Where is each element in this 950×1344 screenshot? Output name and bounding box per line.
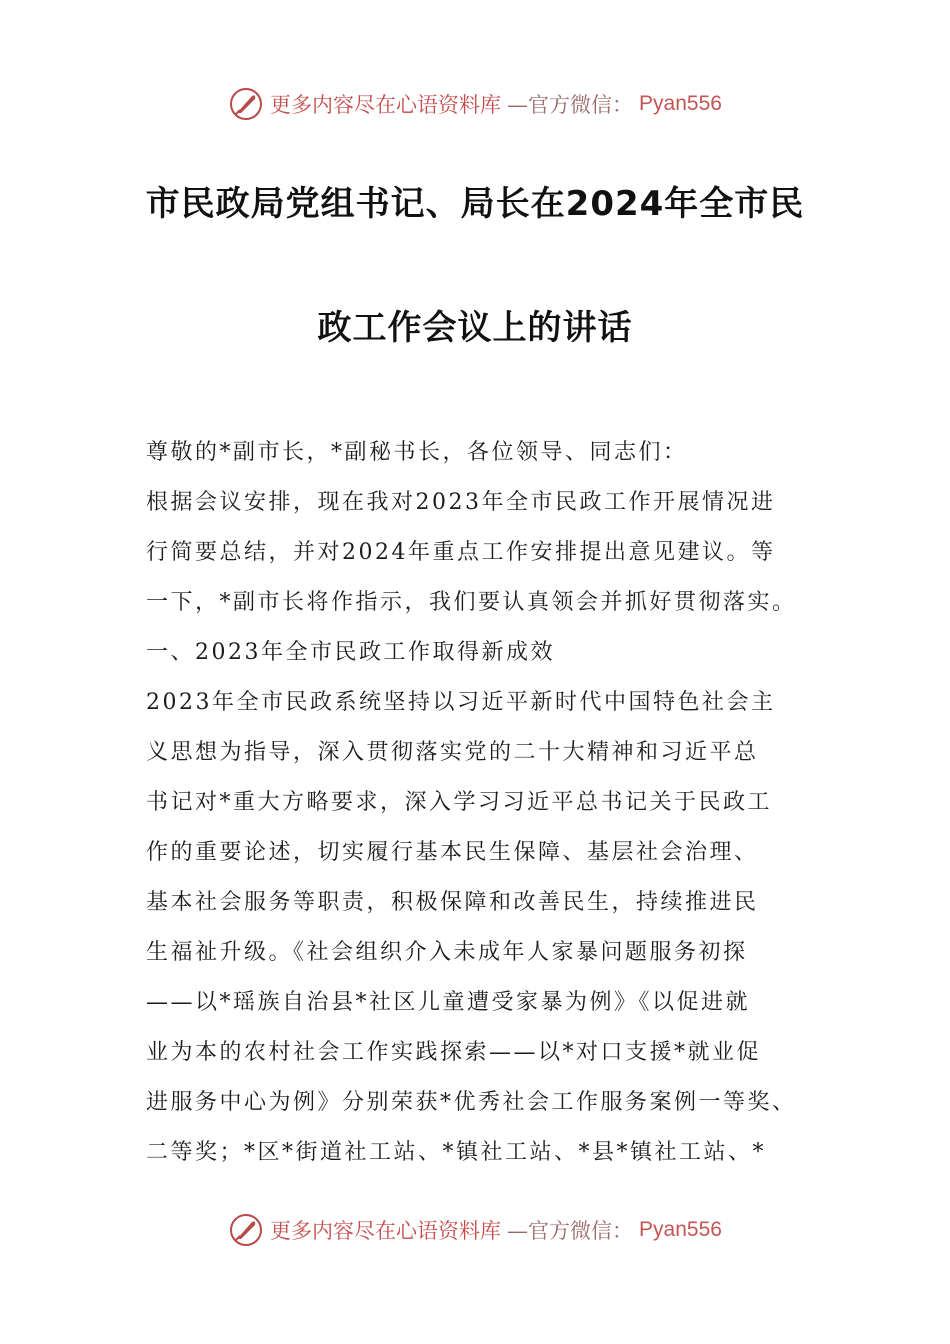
document-title-line-2: 政工作会议上的讲话 [317, 308, 633, 348]
section-heading: 一、2023年全市民政工作取得新成效 [146, 640, 555, 665]
watermark-main-text: 更多内容尽在心语资料库 [270, 1219, 502, 1243]
body-line: 一下，*副市长将作指示，我们要认真领会并抓好贯彻落实。 [146, 590, 797, 615]
body-line: 二等奖；*区*街道社工站、*镇社工站、*县*镇社工站、* [146, 1140, 767, 1165]
document-body [146, 428, 826, 1178]
document-title-line-1: 市民政局党组书记、局长在2024年全市民 [145, 184, 805, 224]
body-line: 义思想为指导，深入贯彻落实党的二十大精神和习近平总 [146, 740, 759, 765]
body-line: 生福祉升级。《社会组织介入未成年人家暴问题服务初探 [146, 940, 748, 965]
body-line: 2023年全市民政系统坚持以习近平新时代中国特色社会主 [146, 690, 776, 715]
body-line: 行简要总结，并对2024年重点工作安排提出意见建议。等 [146, 540, 776, 565]
body-line: 进服务中心为例》分别荣获*优秀社会工作服务案例一等奖、 [146, 1090, 797, 1115]
quill-logo-icon [228, 1212, 264, 1248]
body-line: 业为本的农村社会工作实践探索——以*对口支援*就业促 [146, 1040, 762, 1065]
quill-logo-icon [228, 86, 264, 122]
body-line: 书记对*重大方略要求，深入学习习近平总书记关于民政工 [146, 790, 773, 815]
header-watermark [0, 86, 950, 122]
watermark-separator: —官方微信： [507, 93, 634, 117]
body-line: 基本社会服务等职责，积极保障和改善民生，持续推进民 [146, 890, 759, 915]
watermark-wechat-id: Pyan556 [639, 1218, 722, 1241]
watermark-separator: —官方微信： [507, 1219, 634, 1243]
body-line: 尊敬的*副市长，*副秘书长，各位领导、同志们： [146, 440, 688, 465]
body-line: 作的重要论述，切实履行基本民生保障、基层社会治理、 [146, 840, 759, 865]
body-line: ——以*瑶族自治县*社区儿童遭受家暴为例》《以促进就 [146, 990, 751, 1015]
footer-watermark [0, 1212, 950, 1248]
watermark-main-text: 更多内容尽在心语资料库 [270, 93, 502, 117]
body-line: 根据会议安排，现在我对2023年全市民政工作开展情况进 [146, 490, 776, 515]
watermark-wechat-id: Pyan556 [639, 92, 722, 115]
